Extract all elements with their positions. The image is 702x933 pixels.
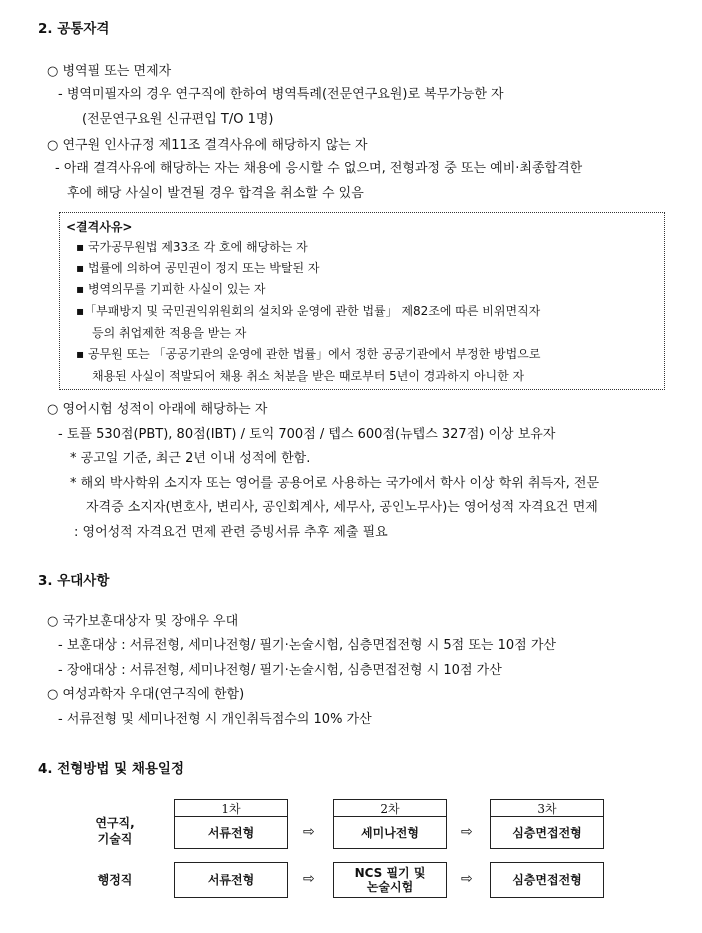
box-title: <결격사유> <box>66 220 133 234</box>
s2-line-9: * 공고일 기준, 최근 2년 이내 성적에 한함. <box>70 451 311 466</box>
box-item-5: ▪ 공무원 또는 「공공기관의 운영에 관한 법률」에서 정한 공공기관에서 부정한 방법으로 <box>76 347 541 361</box>
s2-line-7: ○ 영어시험 성적이 아래에 해당하는 자 <box>47 402 268 417</box>
section-3-title: 3. 우대사항 <box>38 573 110 589</box>
admin-step-1: 서류전형 <box>174 862 288 898</box>
s3-line-3: - 장애대상 : 서류전형, 세미나전형/ 필기·논술시험, 심층면접전형 시 10점 가산 <box>58 663 502 678</box>
s3-line-2: - 보훈대상 : 서류전형, 세미나전형/ 필기·논술시험, 심층면접전형 시 5점 또는 10점 가산 <box>58 638 556 653</box>
arrow-icon: ⇨ <box>461 871 473 887</box>
s2-line-1: ○ 병역필 또는 면제자 <box>47 64 172 79</box>
s3-line-5: - 서류전형 및 세미나전형 시 개인취득점수의 10% 가산 <box>58 712 372 727</box>
box-item-5-cont: 채용된 사실이 적발되어 채용 취소 처분을 받은 때로부터 5년이 경과하지 아니한 자 <box>92 369 525 383</box>
s2-line-11: 자격증 소지자(변호사, 변리사, 공인회계사, 세무사, 공인노무사)는 영어성적 자격요건 면제 <box>86 500 598 515</box>
stage-2-header: 2차 <box>333 799 447 817</box>
box-item-2: ▪ 법률에 의하여 공민권이 정지 또는 박탈된 자 <box>76 261 320 275</box>
s2-line-4: ○ 연구원 인사규정 제11조 결격사유에 해당하지 않는 자 <box>47 138 368 153</box>
section-4-title: 4. 전형방법 및 채용일정 <box>38 761 184 777</box>
arrow-icon: ⇨ <box>303 824 315 840</box>
box-item-1: ▪ 국가공무원법 제33조 각 호에 해당하는 자 <box>76 240 308 254</box>
admin-step-2: NCS 필기 및 논술시험 <box>333 862 447 898</box>
s2-line-5: - 아래 결격사유에 해당하는 자는 채용에 응시할 수 없으며, 전형과정 중 또는 예비·최종합격한 <box>55 161 583 176</box>
s3-line-1: ○ 국가보훈대상자 및 장애우 우대 <box>47 614 239 629</box>
section-2-title: 2. 공통자격 <box>38 21 110 37</box>
admin-step-3: 심층면접전형 <box>490 862 604 898</box>
box-item-3: ▪ 병역의무를 기피한 사실이 있는 자 <box>76 282 266 296</box>
box-item-4: ▪「부패방지 및 국민권익위원회의 설치와 운영에 관한 법률」 제82조에 따른 비위면직자 <box>76 304 541 318</box>
s2-line-2: - 병역미필자의 경우 연구직에 한하여 병역특례(전문연구요원)로 복무가능한 자 <box>58 87 504 102</box>
stage-3-header: 3차 <box>490 799 604 817</box>
box-item-4-cont: 등의 취업제한 적용을 받는 자 <box>92 326 247 340</box>
research-step-3: 심층면접전형 <box>490 816 604 849</box>
stage-1-header: 1차 <box>174 799 288 817</box>
s3-line-4: ○ 여성과학자 우대(연구직에 한함) <box>47 687 245 702</box>
disqualification-box <box>59 212 665 390</box>
row-label-admin: 행정직 <box>97 873 133 887</box>
research-step-2: 세미나전형 <box>333 816 447 849</box>
arrow-icon: ⇨ <box>461 824 473 840</box>
research-step-1: 서류전형 <box>174 816 288 849</box>
s2-line-8: - 토플 530점(PBT), 80점(IBT) / 토익 700점 / 텝스 600점(뉴텝스 327점) 이상 보유자 <box>58 427 556 442</box>
arrow-icon: ⇨ <box>303 871 315 887</box>
s2-line-3: (전문연구요원 신규편입 T/O 1명) <box>82 112 274 127</box>
s2-line-12: : 영어성적 자격요건 면제 관련 증빙서류 추후 제출 필요 <box>74 525 388 540</box>
row-label-research: 연구직, 기술직 <box>95 816 135 846</box>
s2-line-10: * 해외 박사학위 소지자 또는 영어를 공용어로 사용하는 국가에서 학사 이상 학위 취득자, 전문 <box>70 476 599 491</box>
s2-line-6: 후에 해당 사실이 발견될 경우 합격을 취소할 수 있음 <box>67 186 364 201</box>
